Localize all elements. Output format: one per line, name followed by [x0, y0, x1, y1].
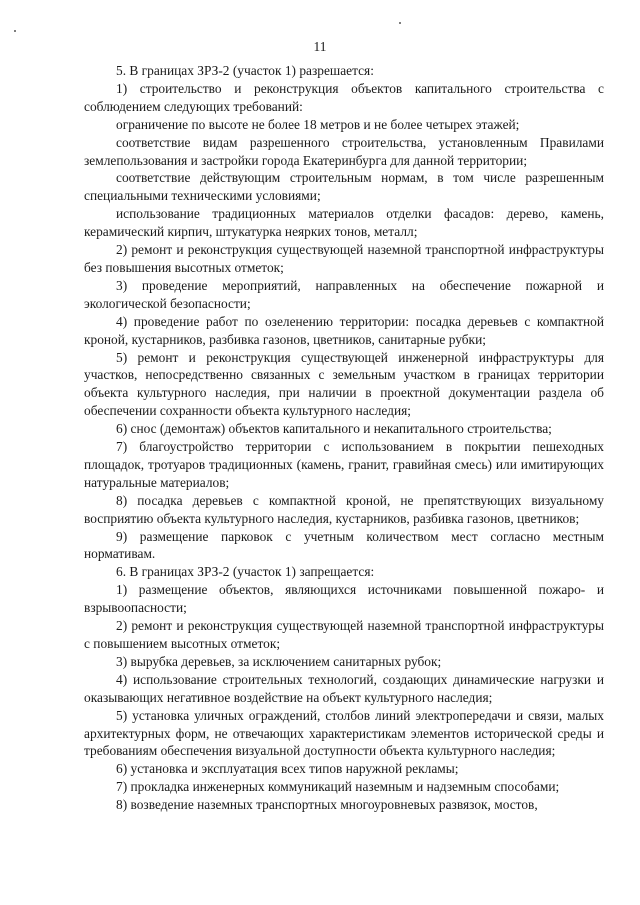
paragraph-section-6-heading: 6. В границах ЗРЗ-2 (участок 1) запрещается: — [116, 564, 375, 580]
paragraph-item: 6) снос (демонтаж) объектов капитального и некапитального строительства; — [116, 421, 552, 437]
paragraph-item: 2) ремонт и реконструкция существующей наземной транспортной инфраструктуры с повышением высотных отметок; — [84, 618, 604, 651]
paragraph-item: 7) благоустройство территории с использованием в покрытии пешеходных площадок, тротуаров традиционных (камень, гранит, гравийная смесь) или имитирующих натуральные материалов; — [84, 439, 604, 490]
paragraph-item: 6) установка и эксплуатация всех типов наружной рекламы; — [116, 761, 459, 777]
paragraph-section-5-heading: 5. В границах ЗРЗ-2 (участок 1) разрешается: — [116, 63, 374, 78]
paragraph-item: 4) проведение работ по озеленению территории: посадка деревьев с компактной кроной, кустарников, разбивка газонов, цветников, санитарные рубки; — [84, 313, 604, 347]
paragraph-item: 8) возведение наземных транспортных многоуровневых развязок, мостов, — [116, 797, 538, 813]
paragraph-item: 4) использование строительных технологий, создающих динамические нагрузки и оказывающих негативное воздействие на объект культурного наследия; — [84, 671, 604, 705]
paragraph-item: ограничение по высоте не более 18 метров и не более четырех этажей; — [116, 116, 520, 132]
page-number: 11 — [313, 39, 327, 54]
paragraph-item: использование традиционных материалов отделки фасадов: дерево, камень, керамический кирпич, штукатурка неярких тонов, металл; — [84, 206, 604, 240]
paragraph-item: 8) посадка деревьев с компактной кроной, не препятствующих визуальному восприятию объекта культурного наследия, кустарников, разбивка газонов, цветников; — [84, 492, 604, 526]
paragraph-item: соответствие действующим строительным нормам, в том числе разрешенным специальными техническими условиями; — [84, 170, 604, 204]
paragraph-item: 1) строительство и реконструкция объектов капитального строительства с соблюдением следующих требований: — [84, 80, 604, 114]
paragraph-item: 1) размещение объектов, являющихся источниками повышенной пожаро- и взрывоопасности; — [84, 582, 604, 616]
paragraph-item: 5) установка уличных ограждений, столбов линий электропередачи и связи, малых архитектурных форм, не отвечающих характеристикам элементов исторической среды и требованиям обеспечения визуальной доступности объекта культурного наследия; — [84, 707, 604, 759]
scan-artifact — [14, 30, 16, 32]
document-body — [84, 62, 604, 814]
paragraph-item: 7) прокладка инженерных коммуникаций наземным и надземным способами; — [116, 779, 560, 795]
paragraph-item: 9) размещение парковок с учетным количеством мест согласно местным нормативам. — [84, 528, 604, 562]
paragraph-item: 5) ремонт и реконструкция существующей инженерной инфраструктуры для участков, непосредственно связанных с земельным участком в границах территории объекта культурного наследия, при наличии в проектной документации раздела об обеспечении сохранности объекта культурного наследия; — [84, 349, 604, 419]
scan-artifact — [399, 22, 401, 24]
paragraph-item: соответствие видам разрешенного строительства, установленным Правилами землепользования и застройки города Екатеринбурга для данной территории; — [84, 134, 604, 168]
paragraph-item: 2) ремонт и реконструкция существующей наземной транспортной инфраструктуры без повышения высотных отметок; — [84, 242, 604, 275]
paragraph-item: 3) вырубка деревьев, за исключением санитарных рубок; — [116, 653, 442, 669]
paragraph-item: 3) проведение мероприятий, направленных на обеспечение пожарной и экологической безопасности; — [84, 277, 604, 311]
